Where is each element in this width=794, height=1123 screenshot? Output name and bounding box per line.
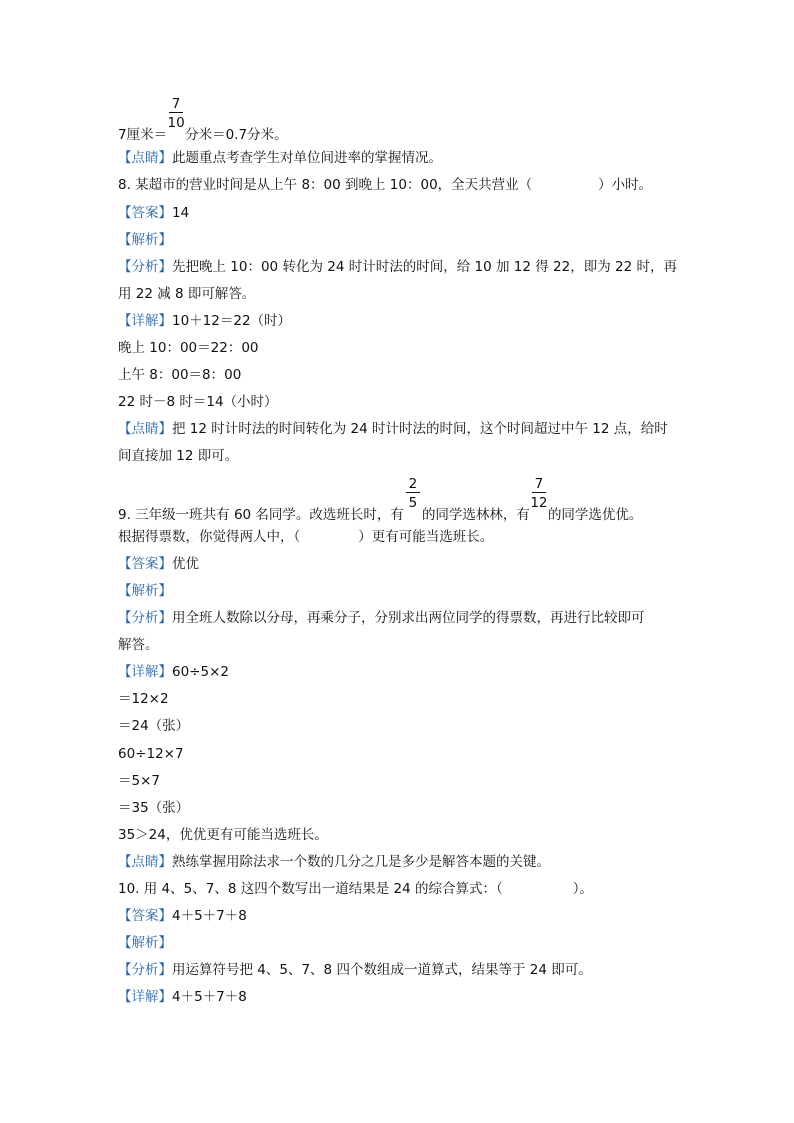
question-10-analysis: [118, 962, 592, 978]
fraction-numerator: 2: [408, 476, 418, 492]
detail-conclusion: 35＞24，优优更有可能当选班长。: [118, 827, 328, 843]
detail-tag: 【详解】: [118, 313, 172, 329]
detail-step: 60÷12×7: [118, 746, 184, 762]
fraction-numerator: 7: [171, 96, 181, 112]
question-8-analysis: [118, 259, 677, 275]
answer-value: 优优: [172, 556, 199, 572]
analysis-text-cont: 用 22 减 8 即可解答。: [118, 286, 256, 302]
fraction-2-5: [404, 476, 422, 519]
analysis-text-cont: 解答。: [118, 637, 159, 653]
detail-tag: 【详解】: [118, 989, 172, 1005]
question-8-text: 8. 某超市的营业时间是从上午 8：00 到晚上 10：00，全天共营业（: [118, 177, 533, 193]
analysis-text: 用运算符号把 4、5、7、8 四个数组成一道算式，结果等于 24 即可。: [172, 962, 592, 978]
detail-step: ＝35（张）: [118, 800, 190, 816]
question-8-detail: [118, 313, 291, 329]
tip-tag: 【点睛】: [118, 150, 172, 166]
analysis-heading: 【解析】: [118, 232, 172, 248]
tip-text: 把 12 时计时法的时间转化为 24 时计时法的时间，这个时间超过中午 12 点，给时: [172, 421, 668, 437]
fraction-bar: [169, 112, 183, 113]
tip-tag: 【点睛】: [118, 854, 172, 870]
fraction-denominator: 12: [530, 495, 548, 511]
detail-step: 晚上 10：00＝22：00: [118, 340, 259, 356]
question-9-analysis: [118, 610, 645, 626]
answer-tag: 【答案】: [118, 908, 172, 924]
tip-text-cont: 间直接加 12 即可。: [118, 448, 239, 464]
conversion-prefix: 7厘米＝: [118, 127, 168, 143]
answer-tag: 【答案】: [118, 556, 172, 572]
fraction-denominator: 5: [408, 495, 418, 511]
question-9-tip: [118, 854, 550, 870]
fraction-bar: [532, 492, 546, 493]
fraction-numerator: 7: [534, 476, 544, 492]
detail-step: ＝5×7: [118, 773, 160, 789]
analysis-text: 先把晚上 10：00 转化为 24 时计时法的时间，给 10 加 12 得 22，即为 22 时，再: [172, 259, 677, 275]
analysis-tag: 【分析】: [118, 259, 172, 275]
question-8-tip: [118, 421, 668, 437]
question-9: [118, 476, 643, 523]
question-9-text: 9. 三年级一班共有 60 名同学。改选班长时，有: [118, 507, 404, 523]
question-9-suffix: ）更有可能当选班长。: [358, 529, 494, 545]
detail-step: 22 时－8 时＝14（小时）: [118, 394, 278, 410]
question-9-text: 的同学选优优。: [547, 507, 643, 523]
question-9-text: 的同学选林林，有: [421, 507, 530, 523]
question-9-text: 根据得票数，你觉得两人中，（: [118, 529, 301, 545]
question-10: [118, 881, 593, 897]
question-10-suffix: ）。: [572, 881, 593, 897]
detail-step: 上午 8：00＝8：00: [118, 367, 242, 383]
question-10-detail: [118, 989, 247, 1005]
question-10-text: 10. 用 4、5、7、8 这四个数写出一道结果是 24 的综合算式：（: [118, 881, 503, 897]
question-8-answer: [118, 205, 189, 221]
detail-step: ＝24（张）: [118, 718, 190, 734]
analysis-heading: 【解析】: [118, 583, 172, 599]
question-8: [118, 177, 652, 193]
fraction-7-10: [167, 96, 185, 139]
tip-text: 此题重点考查学生对单位间进率的掌握情况。: [172, 150, 442, 166]
conversion-line: [118, 96, 288, 143]
analysis-tag: 【分析】: [118, 610, 172, 626]
tip-tag: 【点睛】: [118, 421, 172, 437]
tip-text: 熟练掌握用除法求一个数的几分之几是多少是解答本题的关键。: [172, 854, 550, 870]
answer-value: 14: [172, 205, 190, 221]
detail-step: 4＋5＋7＋8: [172, 989, 247, 1005]
detail-tag: 【详解】: [118, 664, 172, 680]
detail-step: ＝12×2: [118, 691, 169, 707]
answer-tag: 【答案】: [118, 205, 172, 221]
question-8-suffix: ）小时。: [598, 177, 653, 193]
fraction-denominator: 10: [167, 115, 185, 131]
conversion-suffix: 分米＝0.7分米。: [185, 127, 288, 143]
analysis-text: 用全班人数除以分母，再乘分子，分别求出两位同学的得票数，再进行比较即可: [172, 610, 645, 626]
analysis-tag: 【分析】: [118, 962, 172, 978]
tip-line: [118, 150, 442, 166]
question-9-answer: [118, 556, 199, 572]
detail-step: 60÷5×2: [172, 664, 229, 680]
question-10-answer: [118, 908, 247, 924]
question-9-line2: [118, 529, 493, 545]
fraction-7-12: [530, 476, 548, 519]
analysis-heading: 【解析】: [118, 935, 172, 951]
fraction-bar: [406, 492, 420, 493]
question-9-detail: [118, 664, 229, 680]
answer-value: 4＋5＋7＋8: [172, 908, 247, 924]
detail-step: 10＋12＝22（时）: [172, 313, 292, 329]
